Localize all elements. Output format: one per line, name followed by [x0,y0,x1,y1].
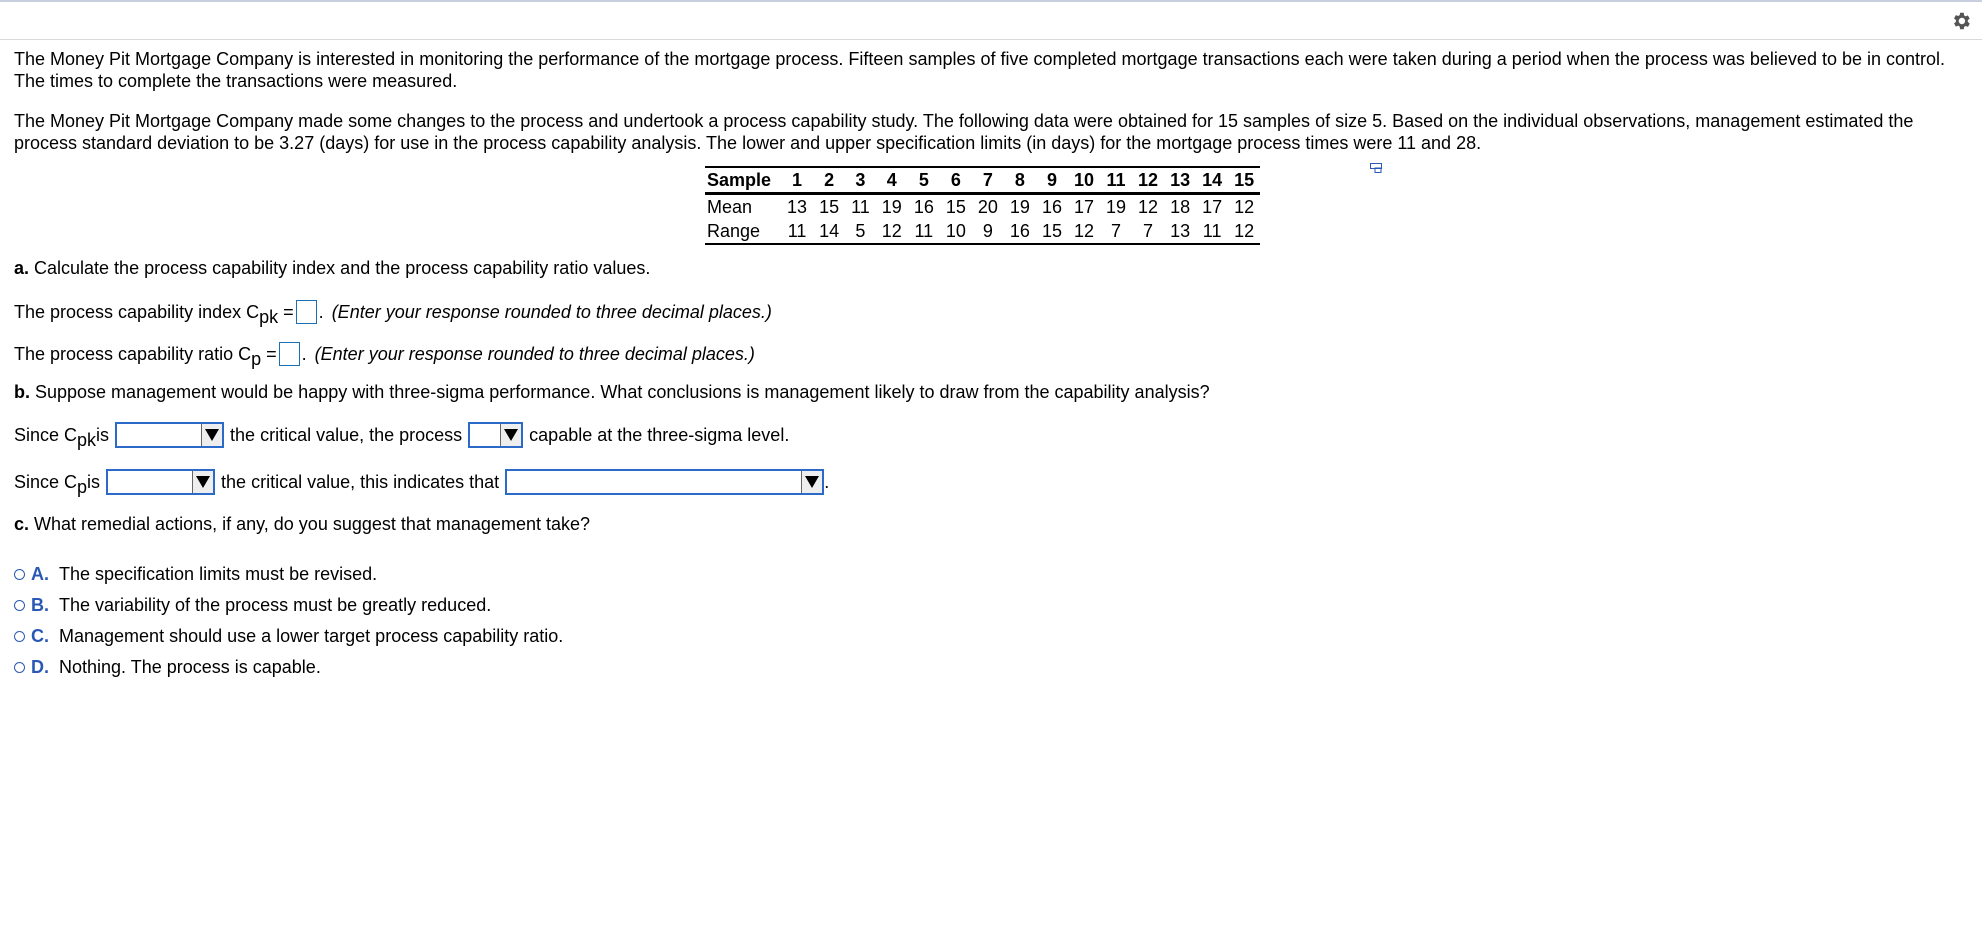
cpk-line [14,300,1964,327]
since-cp-text: Since C [14,472,78,492]
cp-line [14,342,1964,369]
question-content [14,48,1964,687]
range-value: 7 [1132,219,1164,244]
mean-value: 12 [1138,197,1159,217]
mean-value: 12 [1234,197,1255,217]
sample-number: 3 [845,167,876,194]
cp-prefix: The process capability ratio C [14,344,252,364]
range-value: 13 [1164,219,1196,244]
table-row-range [705,219,1260,244]
cpk-answer-input[interactable] [296,300,317,324]
mean-value: 16 [913,197,934,217]
sample-number: 10 [1068,167,1100,194]
range-value: 16 [1004,219,1036,244]
mean-value: 15 [819,197,840,217]
option-text: Nothing. The process is capable. [59,657,321,677]
range-value: 9 [972,219,1004,244]
cp-answer-input[interactable] [279,342,300,366]
mean-value: 19 [881,197,902,217]
range-label: Range [705,219,781,244]
cpk-comparison-dropdown[interactable] [115,422,224,448]
range-value: 14 [813,219,845,244]
mean-value: 17 [1073,197,1094,217]
option-d[interactable] [14,656,1964,678]
since-cp-is: is [87,472,101,492]
part-c-letter: c. [14,514,30,534]
process-capable-dropdown[interactable] [468,422,523,448]
range-value: 15 [1036,219,1068,244]
part-a-letter: a. [14,258,30,278]
chevron-down-icon [192,471,213,493]
critical-value-text-2: the critical value, this indicates that [221,472,500,492]
sample-number: 14 [1196,167,1228,194]
radio-button[interactable] [14,662,25,673]
range-value: 12 [1228,219,1260,244]
indication-dropdown[interactable] [505,469,824,495]
part-a-text: Calculate the process capability index and the process capability ratio values. [29,258,651,278]
range-value: 10 [940,219,972,244]
cpk-hint: (Enter your response rounded to three decimal places.) [331,302,772,322]
option-text: The specification limits must be revised. [59,564,378,584]
intro-paragraph-2: The Money Pit Mortgage Company made some changes to the process and undertook a process capability study. The following data were obtained for 15 samples of size 5. Based on the individual observations, management estimated the process standard deviation to be 3.27 (days) for use in the process capability analysis. The lower and upper specification limits (in days) for the mortgage process times were 11 and 28. [14,111,1914,153]
range-value: 12 [876,219,908,244]
range-value: 11 [781,219,813,244]
option-b[interactable] [14,594,1964,616]
cpk-equals: = [283,302,294,322]
header-label: Sample [705,167,781,194]
mean-value: 17 [1202,197,1223,217]
mean-value: 13 [787,197,808,217]
mean-value: 18 [1170,197,1191,217]
mean-value: 11 [851,197,870,217]
option-letter: C. [31,626,49,646]
range-value: 5 [845,219,876,244]
top-bar [0,0,1982,40]
cp-comparison-dropdown[interactable] [106,469,215,495]
sample-number: 9 [1036,167,1068,194]
option-c[interactable] [14,625,1964,647]
sample-number: 4 [876,167,908,194]
answer-options [14,563,1964,678]
cp-period: . [301,344,307,364]
cp-hint: (Enter your response rounded to three decimal places.) [314,344,755,364]
sample-number: 15 [1228,167,1260,194]
sample-number: 12 [1132,167,1164,194]
mean-label: Mean [707,197,753,217]
part-c-question [14,513,1964,535]
mean-value: 20 [977,197,998,217]
table-header-row [705,167,1260,194]
data-table [705,166,1260,245]
option-letter: D. [31,657,49,677]
since-cpk-is: is [96,425,110,445]
sample-number: 13 [1164,167,1196,194]
table-row-mean [705,194,1260,220]
mean-value: 19 [1009,197,1030,217]
range-value: 7 [1100,219,1132,244]
cp-subscript: p [251,349,262,369]
intro-paragraph-1: The Money Pit Mortgage Company is interested in monitoring the performance of the mortgage process. Fifteen samples of five completed mortgage transactions each were taken during a period when the process was believed to be in control. The times to complete the transactions were measured. [14,49,1946,91]
range-value: 11 [1196,219,1228,244]
part-b-letter: b. [14,382,30,402]
cpk-prefix: The process capability index C [14,302,260,322]
mean-value: 15 [945,197,966,217]
part-c-text: What remedial actions, if any, do you suggest that management take? [29,514,590,534]
range-value: 11 [908,219,940,244]
chevron-down-icon [801,471,822,493]
capable-text: capable at the three-sigma level. [529,425,790,445]
part-b-question [14,381,1964,403]
range-value: 12 [1068,219,1100,244]
option-letter: A. [31,564,49,584]
option-letter: B. [31,595,49,615]
since-cpk-subscript: pk [77,430,97,450]
cpk-subscript: pk [259,307,279,327]
part-b-text: Suppose management would be happy with three-sigma performance. What conclusions is management likely to draw from the capability analysis? [30,382,1210,402]
option-text: The variability of the process must be greatly reduced. [59,595,492,615]
sample-number: 2 [813,167,845,194]
mean-value: 19 [1106,197,1127,217]
mean-value: 16 [1041,197,1062,217]
line-end-period: . [824,472,830,492]
sample-number: 7 [972,167,1004,194]
sample-number: 1 [781,167,813,194]
cpk-conclusion-line [14,422,1964,448]
sample-number: 8 [1004,167,1036,194]
part-a-question [14,257,1964,279]
radio-button[interactable] [14,569,25,580]
sample-number: 6 [940,167,972,194]
since-cpk-text: Since C [14,425,78,445]
option-text: Management should use a lower target process capability ratio. [59,626,564,646]
gear-icon[interactable] [1950,10,1972,32]
cp-conclusion-line [14,469,1964,495]
critical-value-text-1: the critical value, the process [230,425,463,445]
radio-button[interactable] [14,600,25,611]
cp-equals: = [266,344,277,364]
radio-button[interactable] [14,631,25,642]
chevron-down-icon [500,424,521,446]
chevron-down-icon [201,424,222,446]
sample-number: 11 [1100,167,1132,194]
cpk-period: . [318,302,324,322]
sample-number: 5 [908,167,940,194]
since-cp-subscript: p [77,477,88,497]
option-a[interactable] [14,563,1964,585]
